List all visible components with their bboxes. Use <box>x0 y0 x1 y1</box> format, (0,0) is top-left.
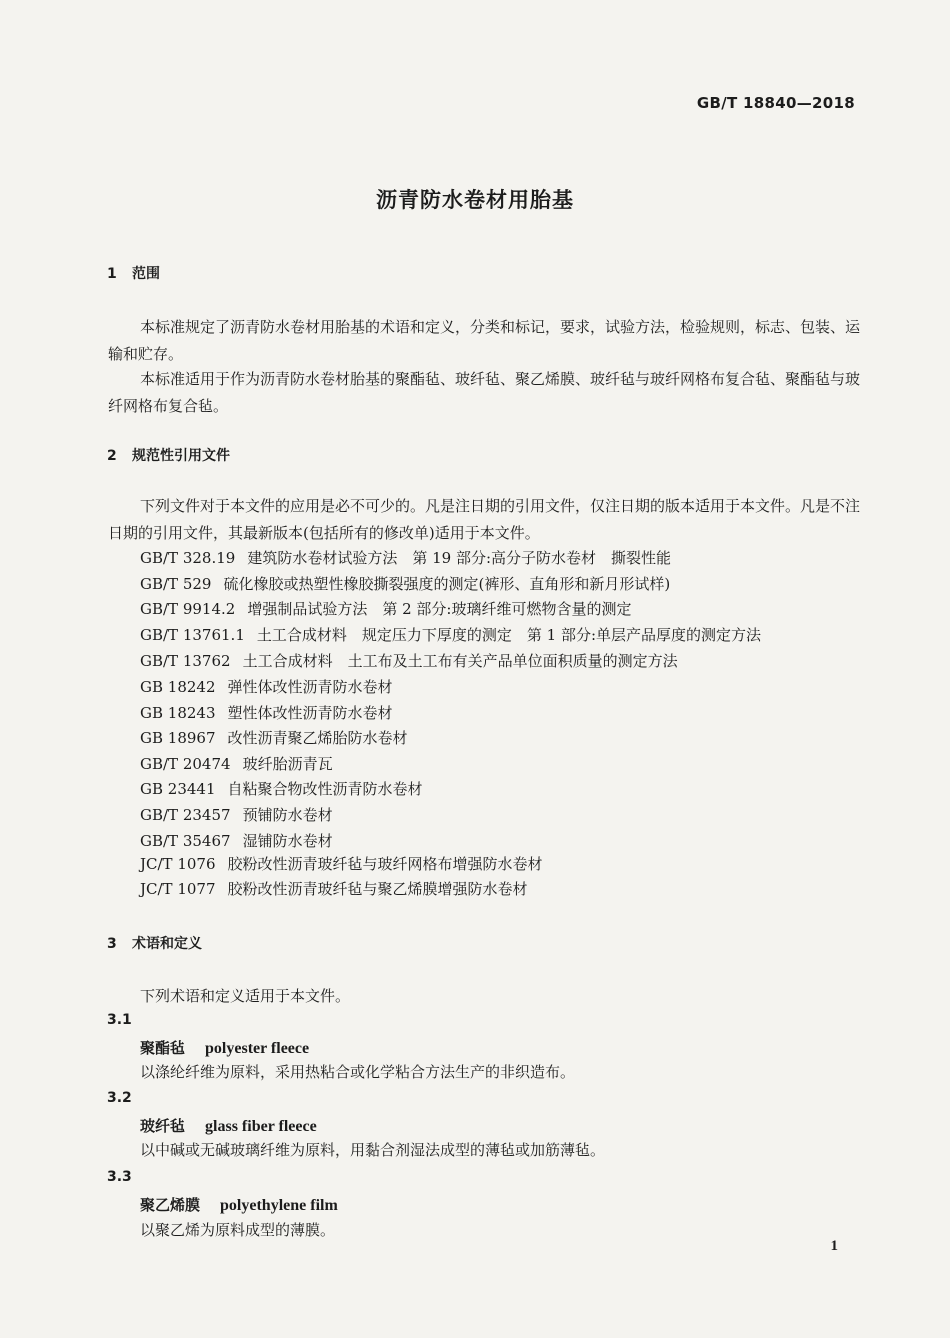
reference-code: GB 18967 <box>140 729 216 747</box>
term-definition: 以涤纶纤维为原料，采用热粘合或化学粘合方法生产的非织造布。 <box>140 1063 576 1081</box>
term-zh: 聚乙烯膜 <box>140 1196 201 1214</box>
reference-name: 胶粉改性沥青玻纤毡与玻纤网格布增强防水卷材 <box>227 855 543 873</box>
term-en: polyester fleece <box>205 1040 310 1057</box>
term-definition: 以中碱或无碱玻璃纤维为原料，用黏合剂湿法成型的薄毡或加筋薄毡。 <box>140 1141 606 1159</box>
reference-item <box>140 573 860 594</box>
standard-code: GB/T 18840—2018 <box>696 94 855 112</box>
term-number: 3.3 <box>107 1169 132 1185</box>
reference-item <box>140 853 860 874</box>
reference-item <box>140 676 860 697</box>
reference-item <box>140 727 860 748</box>
reference-code: GB/T 13762 <box>140 652 231 670</box>
term-en: polyethylene film <box>220 1197 338 1214</box>
section-number: 1 <box>107 266 117 282</box>
reference-code: GB 18243 <box>140 704 216 722</box>
term-definition: 以聚乙烯为原料成型的薄膜。 <box>140 1221 336 1239</box>
reference-item <box>140 830 860 851</box>
section-number: 2 <box>107 448 117 464</box>
document-title: 沥青防水卷材用胎基 <box>376 188 574 212</box>
reference-item <box>140 804 860 825</box>
reference-name: 自粘聚合物改性沥青防水卷材 <box>227 780 423 798</box>
reference-code: GB/T 35467 <box>140 832 231 850</box>
reference-name: 玻纤胎沥青瓦 <box>242 755 333 773</box>
section-1-paragraph-1: 本标准规定了沥青防水卷材用胎基的术语和定义，分类和标记，要求，试验方法，检验规则，标志、包装、运输和贮存。 <box>108 318 861 363</box>
reference-name: 土工合成材料 规定压力下厚度的测定 第 1 部分:单层产品厚度的测定方法 <box>256 626 762 644</box>
section-1-paragraph-2: 本标准适用于作为沥青防水卷材胎基的聚酯毡、玻纤毡、聚乙烯膜、玻纤毡与玻纤网格布复合毡、聚酯毡与玻纤网格布复合毡。 <box>108 370 861 415</box>
reference-name: 建筑防水卷材试验方法 第 19 部分:高分子防水卷材 撕裂性能 <box>247 549 672 567</box>
section-title: 规范性引用文件 <box>132 448 230 464</box>
reference-item <box>140 753 860 774</box>
reference-item <box>140 878 860 899</box>
reference-code: GB 23441 <box>140 780 216 798</box>
reference-code: GB/T 23457 <box>140 806 231 824</box>
reference-code: GB/T 20474 <box>140 755 231 773</box>
reference-item <box>140 702 860 723</box>
section-3-heading <box>107 933 807 953</box>
reference-code: GB 18242 <box>140 678 216 696</box>
section-3-intro: 下列术语和定义适用于本文件。 <box>140 987 351 1005</box>
reference-name: 胶粉改性沥青玻纤毡与聚乙烯膜增强防水卷材 <box>227 880 528 898</box>
term-heading <box>140 1037 309 1058</box>
reference-item <box>140 624 860 645</box>
term-number: 3.1 <box>107 1012 132 1028</box>
page-number: 1 <box>830 1238 838 1254</box>
term-heading <box>140 1194 338 1215</box>
reference-code: GB/T 9914.2 <box>140 600 236 618</box>
reference-code: JC/T 1077 <box>140 880 216 898</box>
reference-name: 预铺防水卷材 <box>242 806 333 824</box>
reference-item <box>140 778 860 799</box>
term-zh: 聚酯毡 <box>140 1039 186 1057</box>
section-1-heading <box>107 263 807 283</box>
term-heading <box>140 1115 317 1136</box>
term-en: glass fiber fleece <box>205 1118 317 1135</box>
reference-name: 硫化橡胶或热塑性橡胶撕裂强度的测定(裤形、直角形和新月形试样) <box>223 575 671 593</box>
reference-name: 增强制品试验方法 第 2 部分:玻璃纤维可燃物含量的测定 <box>247 600 632 618</box>
section-2-intro: 下列文件对于本文件的应用是必不可少的。凡是注日期的引用文件，仅注日期的版本适用于本文件。凡是不注日期的引用文件，其最新版本(包括所有的修改单)适用于本文件。 <box>108 497 861 542</box>
section-2-heading <box>107 445 807 465</box>
section-number: 3 <box>107 936 117 952</box>
reference-code: GB/T 13761.1 <box>140 626 245 644</box>
reference-code: GB/T 529 <box>140 575 212 593</box>
term-number: 3.2 <box>107 1090 132 1106</box>
reference-name: 塑性体改性沥青防水卷材 <box>227 704 393 722</box>
reference-item <box>140 547 860 568</box>
reference-code: GB/T 328.19 <box>140 549 236 567</box>
reference-code: JC/T 1076 <box>140 855 216 873</box>
reference-name: 湿铺防水卷材 <box>242 832 333 850</box>
section-title: 范围 <box>132 266 160 282</box>
reference-name: 改性沥青聚乙烯胎防水卷材 <box>227 729 408 747</box>
reference-name: 弹性体改性沥青防水卷材 <box>227 678 393 696</box>
reference-name: 土工合成材料 土工布及土工布有关产品单位面积质量的测定方法 <box>242 652 678 670</box>
reference-item <box>140 598 860 619</box>
reference-item <box>140 650 860 671</box>
term-zh: 玻纤毡 <box>140 1117 186 1135</box>
section-title: 术语和定义 <box>132 936 202 952</box>
